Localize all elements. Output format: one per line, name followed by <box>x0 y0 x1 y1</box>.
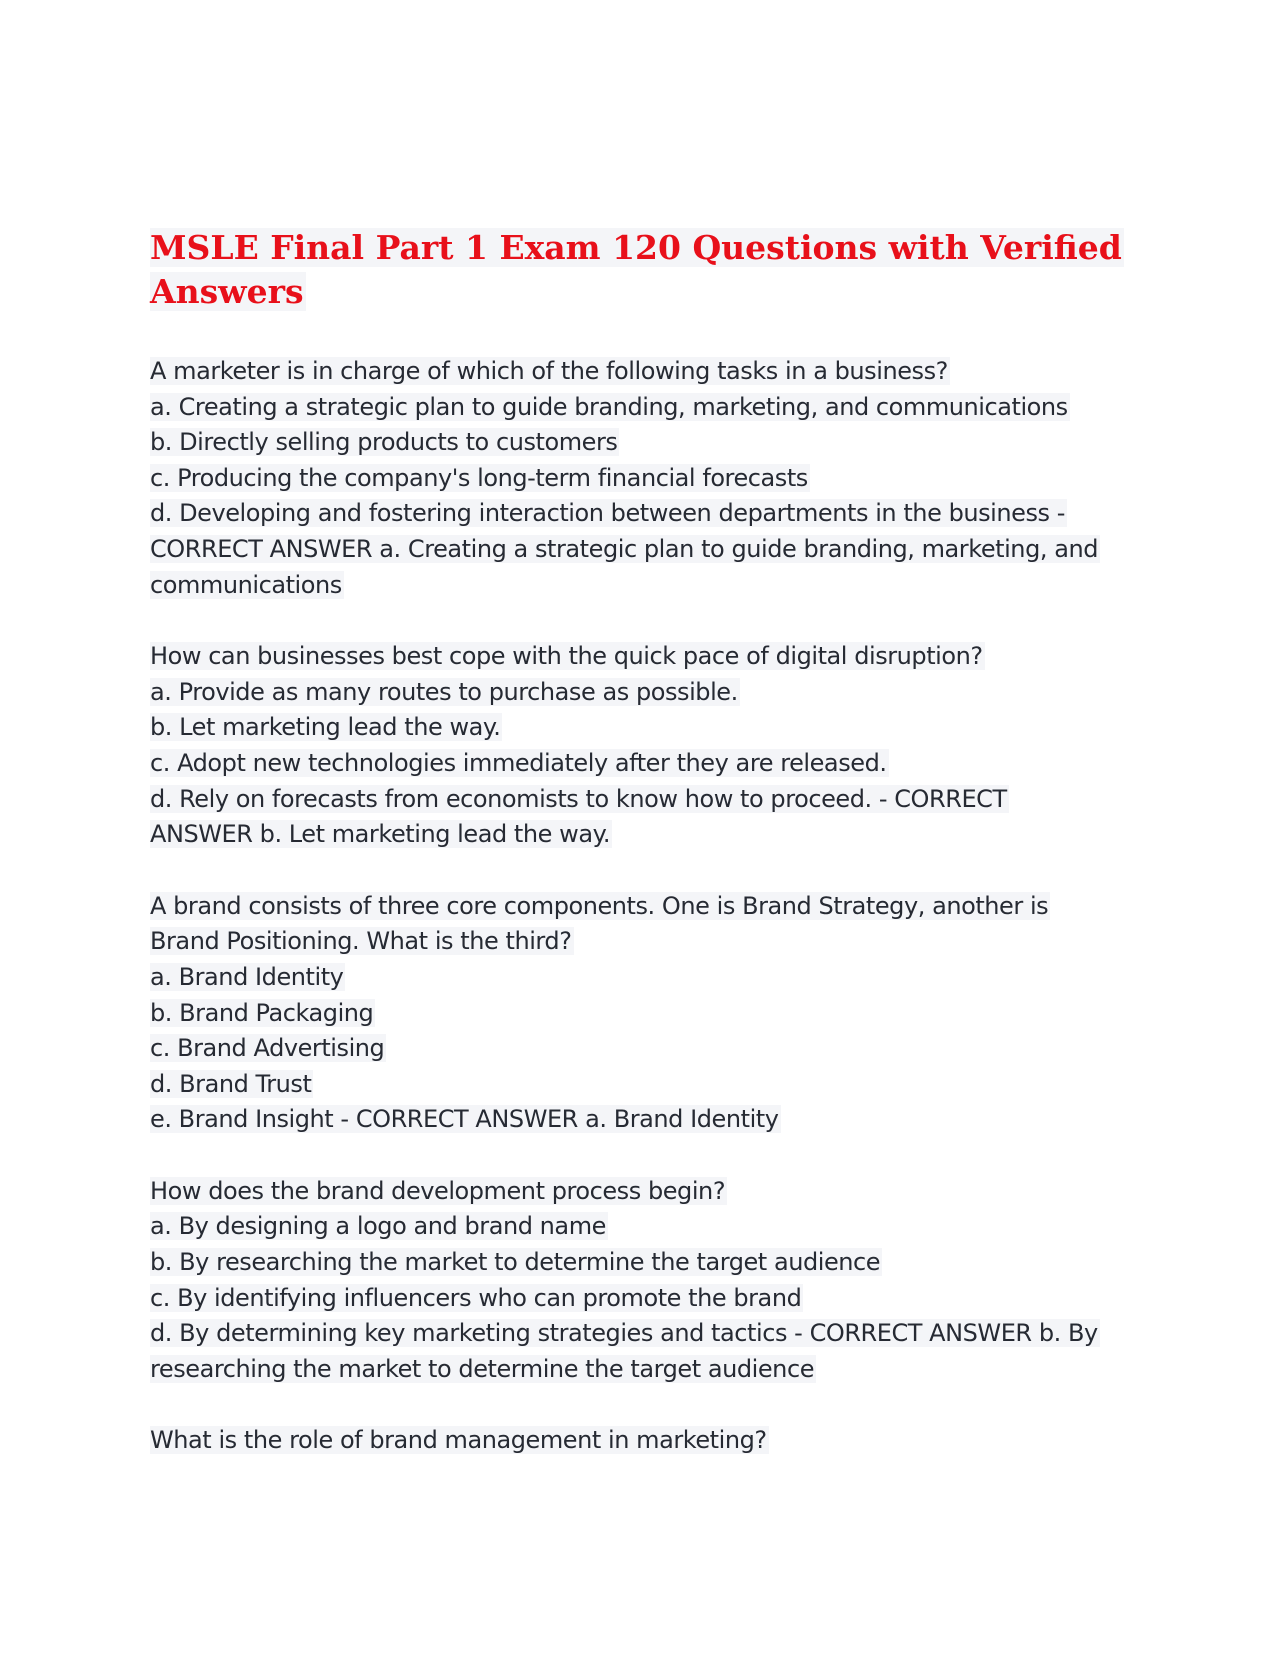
text-run: A marketer is in charge of which of the following tasks in a business? <box>150 357 948 385</box>
question-block <box>150 889 1130 1138</box>
text-run: c. By identifying influencers who can promote the brand <box>150 1283 802 1312</box>
text-run: researching the market to determine the target audience <box>150 1354 815 1383</box>
answer-line <box>150 1352 1130 1388</box>
answer-line <box>150 817 1130 853</box>
text-run: c. Adopt new technologies immediately after they are released. <box>150 748 887 777</box>
answer-line <box>150 1209 1130 1245</box>
answer-line <box>150 960 1130 996</box>
answer-line <box>150 1245 1130 1281</box>
question-block <box>150 639 1130 853</box>
text-run: b. By researching the market to determine the target audience <box>150 1248 881 1277</box>
text-run: Brand Positioning. What is the third? <box>150 927 572 956</box>
answer-line <box>150 568 1130 604</box>
text-run: a. Provide as many routes to purchase as possible. <box>150 677 738 706</box>
answer-line <box>150 390 1130 426</box>
question-list <box>150 354 1130 1459</box>
text-run: b. Let marketing lead the way. <box>150 713 501 742</box>
answer-line <box>150 1067 1130 1103</box>
text-run: A brand consists of three core components. One is Brand Strategy, another is <box>150 891 1049 920</box>
text-run: e. Brand Insight - CORRECT ANSWER a. Brand Identity <box>150 1105 779 1134</box>
question-text <box>150 639 1130 675</box>
answer-line <box>150 461 1130 497</box>
text-run: ANSWER b. Let marketing lead the way. <box>150 820 611 849</box>
document-title <box>150 226 1130 314</box>
text-run: a. By designing a logo and brand name <box>150 1212 606 1241</box>
text-run: d. Rely on forecasts from economists to know how to proceed. - CORRECT <box>150 784 1007 813</box>
text-run: CORRECT ANSWER a. Creating a strategic plan to guide branding, marketing, and <box>150 534 1099 563</box>
text-run: a. Brand Identity <box>150 962 344 991</box>
text-run: What is the role of brand management in marketing? <box>150 1426 767 1455</box>
answer-line <box>150 782 1130 818</box>
text-run: c. Producing the company's long-term financial forecasts <box>150 463 808 492</box>
text-run: d. Developing and fostering interaction between departments in the business - <box>150 499 1065 528</box>
answer-line <box>150 996 1130 1032</box>
text-run: b. Brand Packaging <box>150 998 374 1027</box>
answer-line <box>150 1281 1130 1317</box>
text-run: d. By determining key marketing strategies and tactics - CORRECT ANSWER b. By <box>150 1319 1098 1348</box>
question-block <box>150 1423 1130 1459</box>
text-run: communications <box>150 570 342 599</box>
text-run: How does the brand development process begin? <box>150 1176 726 1205</box>
answer-line <box>150 1031 1130 1067</box>
question-text <box>150 1174 1130 1210</box>
answer-line <box>150 1102 1130 1138</box>
text-run: b. Directly selling products to customers <box>150 428 618 457</box>
title-line: MSLE Final Part 1 Exam 120 Questions with Verified <box>150 228 1122 267</box>
answer-line <box>150 710 1130 746</box>
document-content <box>150 226 1130 1495</box>
answer-line <box>150 924 1130 960</box>
question-text <box>150 1423 1130 1459</box>
text-run: How can businesses best cope with the quick pace of digital disruption? <box>150 642 983 671</box>
question-text <box>150 354 1130 390</box>
text-run: d. Brand Trust <box>150 1069 312 1098</box>
question-block <box>150 354 1130 603</box>
text-run: c. Brand Advertising <box>150 1034 385 1063</box>
answer-line <box>150 496 1130 532</box>
answer-line <box>150 1316 1130 1352</box>
question-text <box>150 889 1130 925</box>
answer-line <box>150 532 1130 568</box>
text-run: a. Creating a strategic plan to guide branding, marketing, and communications <box>150 392 1068 421</box>
answer-line <box>150 675 1130 711</box>
answer-line <box>150 425 1130 461</box>
answer-line <box>150 746 1130 782</box>
title-line: Answers <box>150 272 304 311</box>
question-block <box>150 1174 1130 1388</box>
